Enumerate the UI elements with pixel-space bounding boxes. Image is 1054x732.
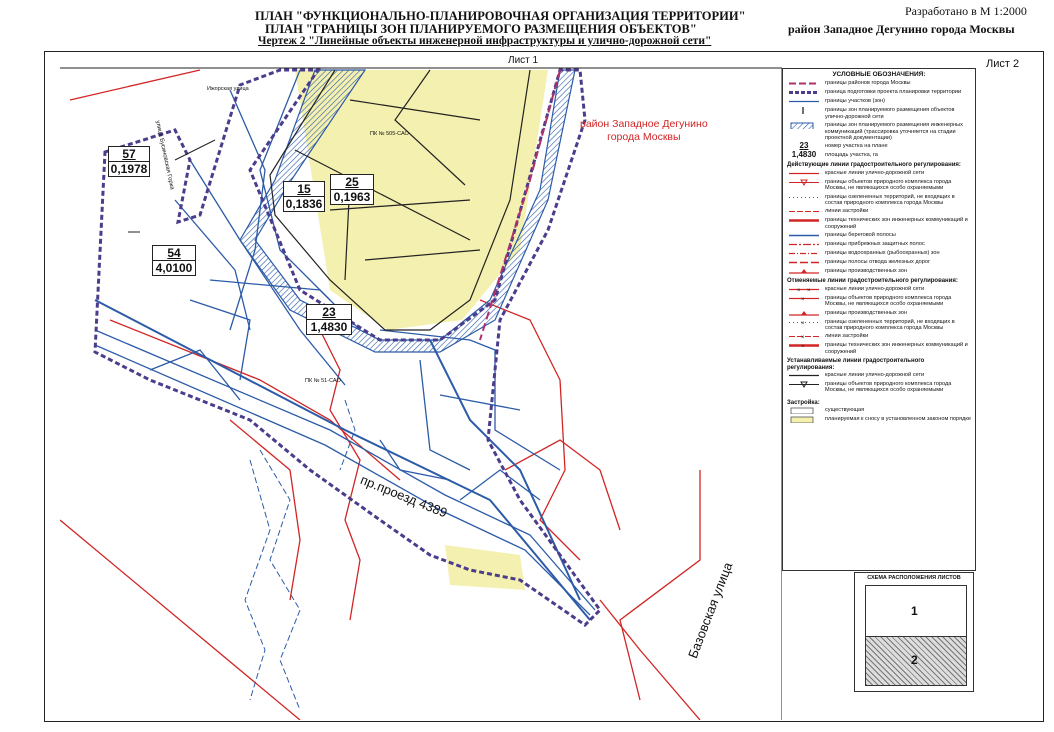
legend-item (787, 217, 971, 230)
legend-panel (782, 68, 976, 571)
svg-text:×: × (797, 287, 801, 293)
district-title: район Западное Дегунино города Москвы (788, 22, 1015, 36)
svg-text:×: × (801, 320, 805, 326)
legend-text: границы зон планируемого размещения объектов улично-дорожной сети (825, 107, 955, 120)
lot-box-15 (283, 181, 325, 212)
lot-box-57 (108, 146, 150, 177)
legend-item (787, 89, 971, 96)
building-area-south (445, 545, 525, 590)
district-map-label-1: район Западное Дегунино (580, 118, 708, 130)
legend-item (787, 208, 971, 215)
svg-text:×: × (801, 296, 805, 302)
legend-item (787, 295, 971, 308)
legend-text: границы озелененных территорий, не входящих в состав природного комплекса города Москвы (825, 193, 955, 207)
legend-text: границы районов города Москвы (825, 80, 911, 87)
sheet-layout-scheme (854, 572, 974, 692)
legend-text: границы озелененных территорий, не входящих в состав природного комплекса города Москвы (825, 318, 955, 331)
legend-item (787, 286, 971, 293)
legend-item (787, 333, 971, 340)
legend-item (787, 381, 971, 394)
legend-item (787, 310, 971, 317)
legend-item (787, 319, 971, 332)
legend-text: существующая (825, 407, 865, 414)
legend-text: границы технических зон инженерных коммуникаций и сооружений (825, 217, 968, 230)
legend-text: линии застройки (825, 333, 869, 340)
scheme-sheet-1 (865, 585, 967, 639)
legend-item (787, 268, 971, 275)
lot-box-23 (306, 304, 352, 335)
legend-text: линии застройки (825, 208, 869, 215)
title-line-2: ПЛАН "ГРАНИЦЫ ЗОН ПЛАНИРУЕМОГО РАЗМЕЩЕНИЯ ОБЪЕКТОВ" (265, 22, 697, 36)
scheme-sheet-2-label: 2 (911, 653, 918, 667)
district-map-label (580, 118, 708, 144)
legend-text: границы прибрежных защитных полос (825, 241, 925, 248)
pk-label-51: ПК № 51-САО (305, 378, 341, 384)
legend-text: номер участка на плане (825, 143, 888, 150)
legend-title: УСЛОВНЫЕ ОБОЗНАЧЕНИЯ: (832, 71, 926, 78)
legend-item (787, 342, 971, 355)
street-label-ingor: Ижорская улица (207, 86, 249, 92)
lot-area: 0,1963 (333, 190, 371, 204)
legend-text: красные линии улично-дорожной сети (825, 169, 925, 176)
legend-text: границы производственных зон (825, 268, 907, 275)
legend-item (787, 407, 971, 414)
lot-box-25 (330, 174, 374, 205)
legend-item (787, 170, 971, 177)
legend-text: границы технических зон инженерных коммуникаций и сооружений (825, 342, 968, 355)
svg-text:×: × (801, 335, 805, 341)
legend-item (787, 98, 971, 105)
legend-lot-area-value: 1,4830 (791, 150, 817, 160)
map-canvas (60, 54, 782, 720)
scheme-sheet-1-label: 1 (911, 604, 918, 618)
lot-number: 57 (109, 147, 149, 162)
legend-item (787, 122, 971, 141)
legend-text: границы объектов природного комплекса города Москвы, не являющихся особо охраняемыми (825, 178, 952, 192)
lot-number: 15 (284, 182, 324, 197)
scheme-title: СХЕМА РАСПОЛОЖЕНИЯ ЛИСТОВ (867, 575, 961, 581)
legend-item (787, 80, 971, 87)
legend-lot-area (787, 152, 971, 159)
legend-text: границы водоохранных (рыбоохранных) зон (825, 250, 940, 257)
legend-item (787, 107, 971, 120)
legend-text: границы объектов природного комплекса города Москвы, не являющихся особо охраняемыми (825, 380, 952, 394)
lot-number: 54 (153, 246, 195, 261)
legend-item (787, 416, 971, 423)
scale-label: Разработано в М 1:2000 (905, 4, 1027, 18)
legend-text: планируемая к сносу в установленном законом порядке (825, 416, 971, 423)
title-line-1: ПЛАН "ФУНКЦИОНАЛЬНО-ПЛАНИРОВОЧНАЯ ОРГАНИЗАЦИЯ ТЕРРИТОРИИ" (255, 9, 746, 23)
svg-text:×: × (801, 344, 805, 350)
legend-text: границы береговой полосы (825, 232, 896, 239)
pk-label-505: ПК № 505-САО (370, 131, 409, 137)
sheet-number: Лист 2 (986, 58, 1020, 70)
lot-area: 0,1978 (110, 162, 148, 176)
legend-text: красные линии улично-дорожной сети (825, 285, 925, 292)
legend-lot-num (787, 143, 971, 150)
legend-item (787, 179, 971, 192)
legend-text: красные линии улично-дорожной сети (825, 371, 925, 378)
district-map-label-2: города Москвы (607, 131, 681, 143)
legend-text: границы объектов природного комплекса города Москвы, не являющихся особо охраняемыми (825, 294, 952, 308)
svg-text:×: × (807, 287, 811, 293)
legend-item (787, 372, 971, 379)
street-label-bazovskaya: Базовская улица (685, 560, 736, 661)
lot-area: 0,1836 (285, 197, 323, 211)
legend-item (787, 194, 971, 207)
lot-number: 25 (331, 175, 373, 190)
street-label-bus: улица Бусиновская Горка (154, 120, 175, 191)
street-label-proezd: пр.проезд 4389 (358, 472, 450, 521)
lot-number: 23 (307, 305, 351, 320)
legend-item (787, 250, 971, 257)
lot-label-sheet1: Лист 1 (508, 55, 539, 66)
lot-area: 1,4830 (310, 320, 348, 334)
lot-box-54 (152, 245, 196, 276)
lot-area: 4,0100 (155, 261, 193, 275)
legend-text: границы участков (зон) (825, 98, 886, 105)
legend-item (787, 232, 971, 239)
legend-text: площадь участка, га (825, 152, 878, 159)
legend-section-1: Действующие линии градостроительного регулирования: (787, 162, 961, 169)
legend-section-3: Устанавливаемые линии градостроительного регулирования: (787, 358, 925, 371)
title-line-3: Чертеж 2 "Линейные объекты инженерной инфраструктуры и улично-дорожной сети" (258, 35, 712, 47)
legend-text: границы производственных зон (825, 309, 907, 316)
legend-text: границы зон планируемого размещения инженерных коммуникаций (трассировка уточняется на стадии проектной документации) (825, 122, 963, 142)
legend-text: граница подготовки проекта планировки территории (825, 89, 962, 96)
scheme-sheet-2 (865, 636, 967, 686)
legend-section-2: Отменяемые линии градостроительного регулирования: (787, 278, 958, 285)
legend-lot-num-value: 23 (799, 141, 809, 151)
legend-text: границы полосы отвода железных дорог (825, 259, 931, 266)
legend-item (787, 241, 971, 248)
legend-section-4: Застройка: (787, 399, 820, 406)
legend-item (787, 259, 971, 266)
